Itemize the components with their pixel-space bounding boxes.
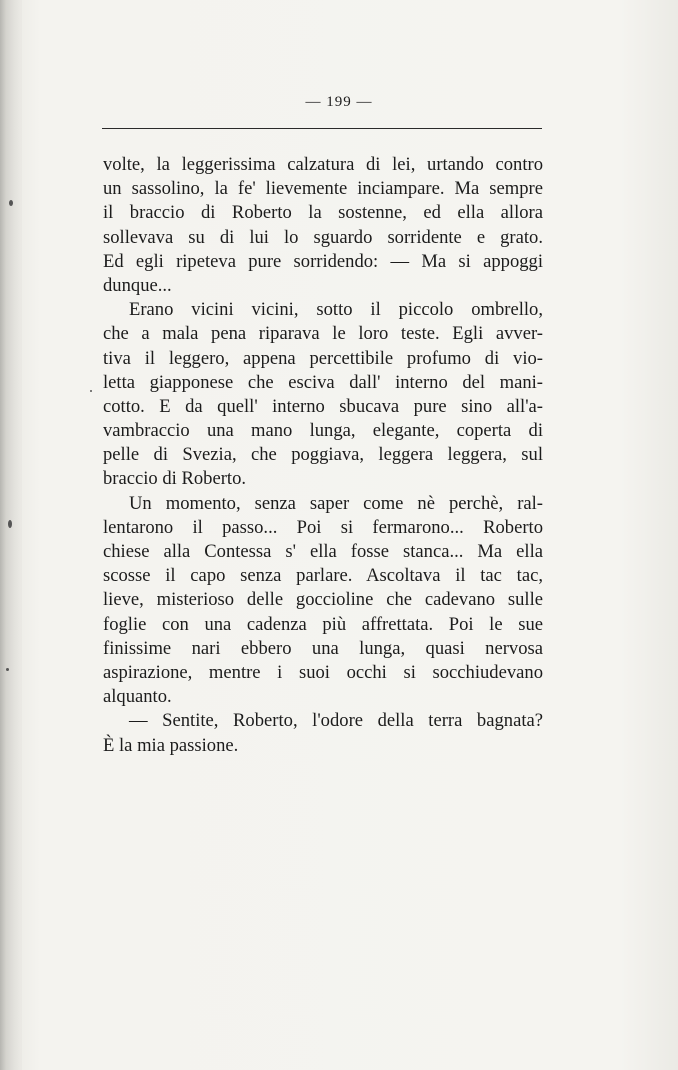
paper-speck: [9, 200, 13, 206]
text-line: lieve, misterioso delle goccioline che cadevano sulle: [103, 589, 543, 611]
text-line: lentarono il passo... Poi si fermarono... Roberto: [103, 516, 543, 538]
text-line: il braccio di Roberto la sostenne, ed ella allora: [103, 202, 543, 224]
text-line: pelle di Svezia, che poggiava, leggera leggera, sul: [103, 444, 543, 466]
text-line: Ed egli ripeteva pure sorridendo: — Ma si appoggi: [103, 250, 543, 272]
text-line: tiva il leggero, appena percettibile profumo di vio-: [103, 347, 543, 369]
text-line: Erano vicini vicini, sotto il piccolo ombrello,: [129, 299, 543, 321]
paper-speck: [6, 668, 9, 671]
text-line: volte, la leggerissima calzatura di lei, urtando contro: [103, 154, 543, 175]
binding-edge: [0, 0, 22, 1070]
paper-speck: [8, 520, 12, 528]
text-line: — Sentite, Roberto, l'odore della terra bagnata?: [129, 710, 543, 732]
text-line: braccio di Roberto.: [103, 468, 247, 490]
text-line: foglie con una cadenza più affrettata. Poi le sue: [103, 613, 543, 635]
body-text: [103, 153, 543, 758]
text-line: chiese alla Contessa s' ella fosse stanca... Ma ella: [103, 541, 543, 562]
text-line: scosse il capo senza parlare. Ascoltava il tac tac,: [103, 565, 543, 587]
text-line: un sassolino, la fe' lievemente inciampare. Ma sempre: [103, 178, 543, 200]
text-line: letta giapponese che esciva dall' interno del mani-: [103, 371, 543, 393]
text-line: alquanto.: [103, 686, 172, 708]
text-line: dunque...: [103, 274, 172, 296]
text-line: sollevava su di lui lo sguardo sorridente e grato.: [103, 226, 543, 248]
text-line: cotto. E da quell' interno sbucava pure sino all'a-: [103, 395, 543, 417]
text-line: che a mala pena riparava le loro teste. Egli avver-: [103, 323, 543, 345]
text-line: Un momento, senza saper come nè perchè, ral-: [129, 492, 543, 514]
text-line: È la mia passione.: [103, 734, 239, 756]
text-line: vambraccio una mano lunga, elegante, coperta di: [103, 420, 543, 442]
paper-speck: [90, 390, 92, 392]
text-line: aspirazione, mentre i suoi occhi si socchiudevano: [103, 661, 543, 683]
page-number: — 199 —: [305, 94, 373, 110]
header-rule: [102, 128, 542, 129]
text-line: finissime nari ebbero una lunga, quasi nervosa: [103, 637, 543, 659]
